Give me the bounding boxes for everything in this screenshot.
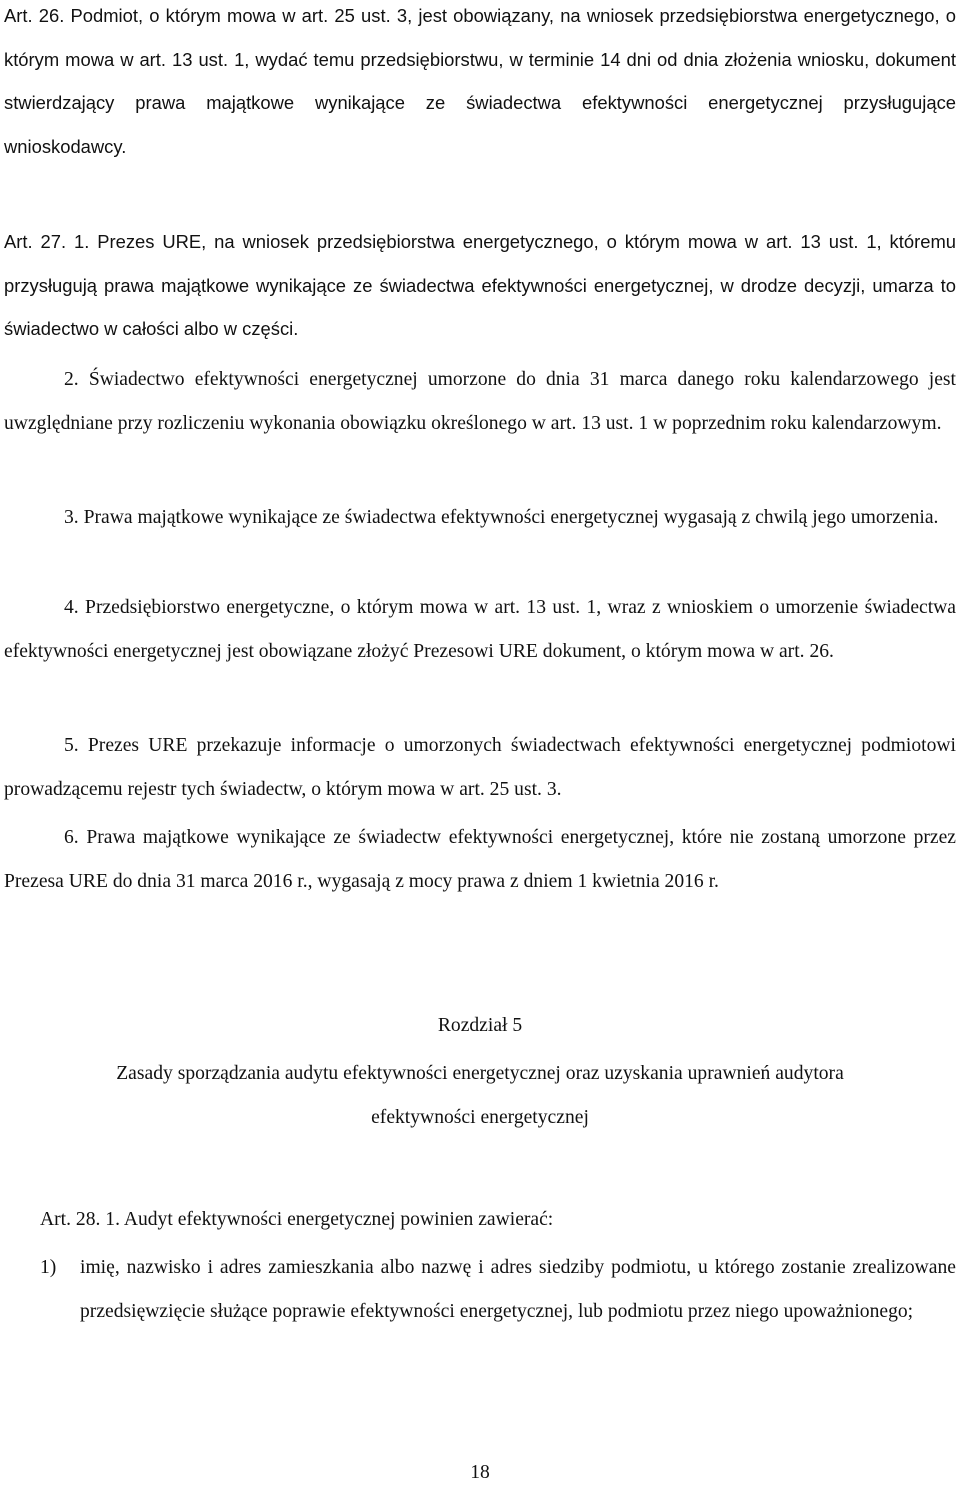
art-27-paragraph-4: 4. Przedsiębiorstwo energetyczne, o którym mowa w art. 13 ust. 1, wraz z wnioskiem o umorzenie świadectwa efektywności energetycznej jest obowiązane złożyć Prezesowi URE dokument, o którym mowa w art. 26. — [4, 597, 956, 662]
art-27-paragraph-3: 3. Prawa majątkowe wynikające ze świadectwa efektywności energetycznej wygasają z chwilą jego umorzenia. — [64, 507, 939, 528]
art-27-paragraph-5: 5. Prezes URE przekazuje informacje o umorzonych świadectwach efektywności energetycznej podmiotowi prowadzącemu rejestr tych świadectw, o którym mowa w art. 25 ust. 3. — [4, 735, 956, 800]
art-26-paragraph: Art. 26. Podmiot, o którym mowa w art. 25 ust. 3, jest obowiązany, na wniosek przedsiębiorstwa energetycznego, o którym mowa w art. 13 ust. 1, wydać temu przedsiębiorstwu, w terminie 14 dni od dnia złożenia wniosku, dokument stwierdzający prawa majątkowe wynikające ze świadectwa efektywności energetycznej przysługujące wnioskodawcy. — [4, 5, 956, 157]
document-page — [4, 0, 956, 1488]
chapter-title-line-1: Zasady sporządzania audytu efektywności energetycznej oraz uzyskania uprawnień audytora — [116, 1063, 844, 1084]
chapter-title-line-2: efektywności energetycznej — [371, 1107, 589, 1128]
art-28-intro: Art. 28. 1. Audyt efektywności energetycznej powinien zawierać: — [40, 1209, 554, 1230]
page-number: 18 — [470, 1462, 490, 1483]
list-item-number: 1) — [40, 1257, 57, 1278]
art-27-paragraph-1: Art. 27. 1. Prezes URE, na wniosek przedsiębiorstwa energetycznego, o którym mowa w art. 13 ust. 1, któremu przysługują prawa majątkowe wynikające ze świadectwa efektywności energetycznej, w drodze decyzji, umarza to świadectwo w całości albo w części. — [4, 231, 956, 339]
chapter-number: Rozdział 5 — [437, 1015, 523, 1036]
art-27-paragraph-6: 6. Prawa majątkowe wynikające ze świadectw efektywności energetycznej, które nie zostaną umorzone przez Prezesa URE do dnia 31 marca 2016 r., wygasają z mocy prawa z dniem 1 kwietnia 2016 r. — [4, 827, 956, 892]
list-item-text: imię, nazwisko i adres zamieszkania albo nazwę i adres siedziby podmiotu, u którego zostanie zrealizowane przedsięwzięcie służące poprawie efektywności energetycznej, lub podmiotu przez niego upoważnionego; — [80, 1257, 956, 1322]
list-item — [4, 1246, 956, 1378]
art-27-paragraph-2: 2. Świadectwo efektywności energetycznej umorzone do dnia 31 marca danego roku kalendarzowego jest uwzględniane przy rozliczeniu wykonania obowiązku określonego w art. 13 ust. 1 w poprzednim roku kalendarzowym. — [4, 369, 956, 434]
